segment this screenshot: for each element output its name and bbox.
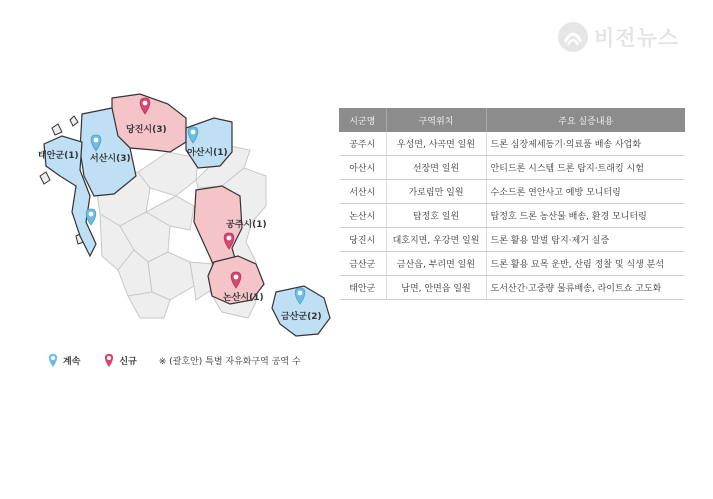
cell-content: 드론 활용 말벌 탐지·제거 실증: [486, 228, 685, 252]
cell-city: 공주시: [339, 132, 386, 156]
pin-continued-icon: [48, 353, 58, 368]
table-row: [339, 252, 685, 276]
legend-new: [104, 353, 136, 368]
region-label-gongju: 공주시(1): [226, 220, 267, 230]
legend-continued: [48, 353, 80, 368]
cell-content: 도서산간·고중량 물류배송, 라이트쇼 고도화: [486, 276, 685, 300]
cell-location: 남면, 안면읍 일원: [386, 276, 486, 300]
cell-location: 가로림만 일원: [386, 180, 486, 204]
cell-location: 우성면, 사곡면 일원: [386, 132, 486, 156]
region-label-geumsan: 금산군(2): [281, 312, 322, 322]
cell-content: 드론 심장제세동기·의료품 배송 사업화: [486, 132, 685, 156]
table-row: [339, 180, 685, 204]
legend-new-label: 신규: [119, 356, 137, 367]
cell-city: 당진시: [339, 228, 386, 252]
cell-content: 드론 활용 묘목 운반, 산림 정찰 및 식생 분석: [486, 252, 685, 276]
table-row: [339, 228, 685, 252]
cell-location: 탑정호 일원: [386, 204, 486, 228]
table-row: [339, 276, 685, 300]
pin-new-icon: [104, 353, 114, 368]
legend-note: ※ (괄호안) 특별 자유화구역 공역 수: [158, 356, 301, 367]
cell-city: 논산시: [339, 204, 386, 228]
cell-city: 서산시: [339, 180, 386, 204]
map-legend: [48, 352, 301, 368]
cell-location: 금산읍, 부리면 일원: [386, 252, 486, 276]
free-zone-table: [339, 108, 685, 300]
cell-city: 아산시: [339, 156, 386, 180]
table-row: [339, 204, 685, 228]
region-label-seosan: 서산시(3): [90, 154, 131, 164]
vision-news-watermark: [556, 18, 679, 56]
cell-content: 안티드론 시스템 드론 탐지·트래킹 시험: [486, 156, 685, 180]
cell-content: 탑정호 드론 농산물 배송, 환경 모니터링: [486, 204, 685, 228]
region-label-nonsan: 논산시(1): [223, 293, 264, 303]
chungnam-map: [0, 0, 340, 350]
header-content: 주요 실증내용: [486, 108, 685, 132]
vision-news-logo-icon: [556, 20, 590, 54]
cell-city: 태안군: [339, 276, 386, 300]
region-label-dangjin: 당진시(3): [126, 125, 167, 135]
cell-city: 금산군: [339, 252, 386, 276]
cell-location: 선장면 일원: [386, 156, 486, 180]
legend-continued-label: 계속: [63, 356, 81, 367]
table-row: [339, 156, 685, 180]
watermark-text: 비전뉴스: [594, 26, 680, 50]
header-city: 시군명: [339, 108, 386, 132]
region-label-taean: 태안군(1): [38, 151, 79, 161]
header-location: 구역위치: [386, 108, 486, 132]
table-row: [339, 132, 685, 156]
pin-continued-icon: [86, 209, 96, 225]
cell-location: 대호지면, 우강면 일원: [386, 228, 486, 252]
table-header-row: [339, 108, 685, 132]
region-label-asan: 아산시(1): [187, 148, 228, 158]
cell-content: 수소드론 연안사고 예방 모니터링: [486, 180, 685, 204]
